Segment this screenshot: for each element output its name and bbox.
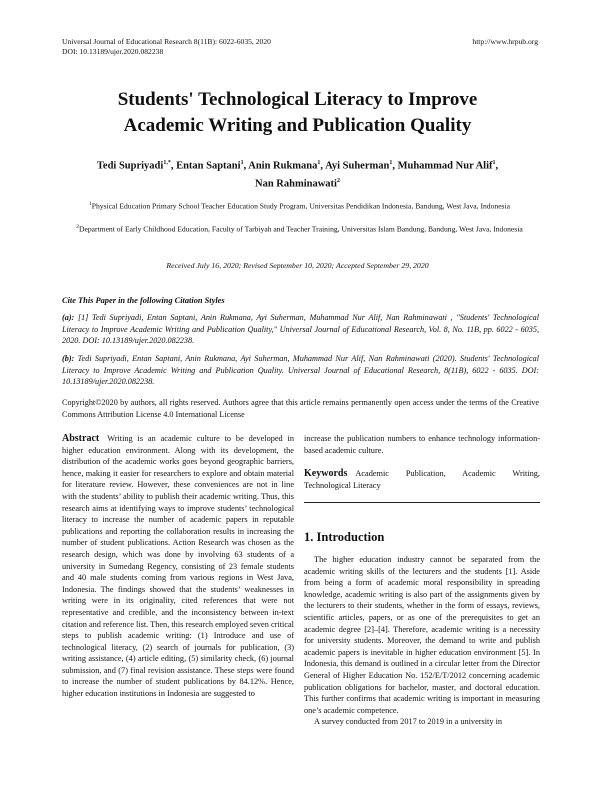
affiliation-2 [62, 222, 537, 235]
citation-style-b [62, 353, 539, 388]
running-header [62, 37, 271, 57]
citation-text: Tedi Supriyadi, Entan Saptani, Anin Rukmana, Ayi Suherman, Muhammad Nur Alif, Nan Rahminawati (2020). Students' Technological Literacy to Improve Academic Writing and Publication Quality. Universal Journal of Educational Research, 8(11B), 6022 - 6035. DOI: 10.13189/ujer.2020.082238. [62, 354, 539, 386]
citation-label: (a): [62, 313, 75, 322]
title-line-1: Students' Technological Literacy to Improve [117, 89, 478, 110]
abstract-text: Writing is an academic culture to be developed in higher education environment. Along with its development, the distribution of the academic works goes beyond geographic barriers, hence, making it easier for researchers to explore and obtain material for literature review. However, these conveniences are not in line with the students’ ability to publish their academic writing. Thus, this research aims at identifying ways to improve students’ technological literacy to increase the number of academic papers in reputable publications and reporting the collaboration results in increasing the number of student publications. Action Research was chosen as the research design, which was done by involving 63 students of a university in Sumedang Regency, consisting of 23 female students and 40 male students coming from various regions in West Java, Indonesia. The findings showed that the students’ weaknesses in writing were in its originality, cited references that were not representative and credible, and the inconsistency between in-text citation and reference list. Then, this research employed seven critical steps to publish academic writing: (1) Introduce and use of technological literacy, (2) search of journals for publication, (3) writing assistance, (4) article editing, (5) similarity check, (6) journal submission, and (7) final revision assistance. These steps were found to increase the number of student publications by 84.12%. Hence, higher education institutions in Indonesia are suggested to [62, 434, 294, 699]
citation-label: (b): [62, 354, 75, 363]
abstract-continued: increase the publication numbers to enhance technology information-based academic culture. [304, 434, 540, 455]
journal-url[interactable]: http://www.hrpub.org [472, 37, 538, 46]
author-name: Ayi Suherman [325, 160, 390, 172]
author-affiliation-mark: 1,* [163, 160, 171, 166]
citation-text: [1] Tedi Supriyadi, Entan Saptani, Anin Rukmana, Ayi Suherman, Muhammad Nur Alif, Nan Rahminawati , "Students' Technological Literacy to Improve Academic Writing and Publication Quality," Universal Journal of Educational Research, Vol. 8, No. 11B, pp. 6022 - 6035, 2020. DOI: 10.13189/ujer.2020.082238. [62, 313, 539, 345]
paragraph: A survey conducted from 2017 to 2019 in a university in [314, 717, 503, 727]
received-dates: Received July 16, 2020; Revised September 10, 2020; Accepted September 29, 2020 [166, 261, 429, 270]
right-column [304, 433, 540, 491]
keywords [304, 468, 540, 491]
author-affiliation-mark: 2 [336, 177, 340, 184]
title-line-2: Academic Writing and Publication Quality [123, 115, 472, 136]
author-affiliation-mark: 1 [317, 160, 321, 166]
citation-style-a [62, 312, 539, 347]
section-heading-introduction: 1. Introduction [304, 530, 385, 544]
journal-citation: Universal Journal of Educational Research 8(11B): 6022-6035, 2020 [62, 37, 271, 46]
keywords-label: Keywords [304, 468, 348, 480]
affiliation-1 [62, 199, 537, 212]
paper-title [40, 87, 555, 139]
author-name: Entan Saptani [176, 160, 241, 172]
affiliation-text: Department of Early Childhood Education, Faculty of Tarbiyah and Teacher Training, Universitas Islam Bandung, Bandung, West Java, Indonesia [79, 224, 523, 234]
abstract-label: Abstract [62, 433, 100, 444]
author-name: Anin Rukmana [248, 160, 318, 172]
author-affiliation-mark: 1 [240, 160, 244, 166]
citation-heading: Cite This Paper in the following Citation Styles [62, 296, 225, 305]
author-affiliation-mark: 1 [389, 160, 393, 166]
author-name: Tedi Supriyadi [96, 160, 164, 172]
affiliation-text: Physical Education Primary School Teacher Education Study Program, Universitas Pendidikan Indonesia, Bandung, West Java, Indonesia [91, 201, 510, 211]
author-name: Muhammad Nur Alif [397, 160, 493, 172]
paragraph: The higher education industry cannot be separated from the academic writing skills of the lecturers and the students [1]. Aside from being a form of academic moral responsibility in spreading knowledge, academic writing is also part of the assignments given by the lecturers to their students, whether in the form of essays, reviews, scientific articles, papers, or as one of the prerequisites to get an academic degree [2]–[4]. Therefore, academic writing is a necessity for university students. Moreover, the demand to write and publish academic papers is inevitable in higher education environment [5]. In Indonesia, this demand is outlined in a circular letter from the Director General of Higher Education No. 152/E/T/2012 concerning academic publication obligations for bachelor, master, and doctoral education. This further confirms that academic writing is important in measuring one’s academic competence. [304, 555, 540, 715]
copyright-notice: Copyright©2020 by authors, all rights reserved. Authors agree that this article remains permanently open access under the terms of the Creative Commons Attribution License 4.0 International License [62, 398, 539, 419]
author-list: Tedi Supriyadi$^{1,*}$, Entan Saptani$^1$, Anin Rukmana$^1$, Ayi Suherman$^1$, Muhammad Nur Alif$^1$, Nan Rahminawati$^2$ [96, 160, 499, 189]
keywords-text: Academic Publication, Academic Writing, Technological Literacy [304, 469, 540, 490]
section-divider [304, 502, 540, 503]
affiliation-mark: 1 [88, 201, 92, 207]
author-affiliation-mark: 1 [492, 160, 496, 166]
abstract [62, 433, 294, 700]
author-name: Nan Rahminawati [255, 178, 337, 189]
doi: DOI: 10.13189/ujer.2020.082238 [62, 47, 164, 56]
affiliation-mark: 2 [76, 224, 79, 230]
introduction-body [304, 554, 540, 728]
